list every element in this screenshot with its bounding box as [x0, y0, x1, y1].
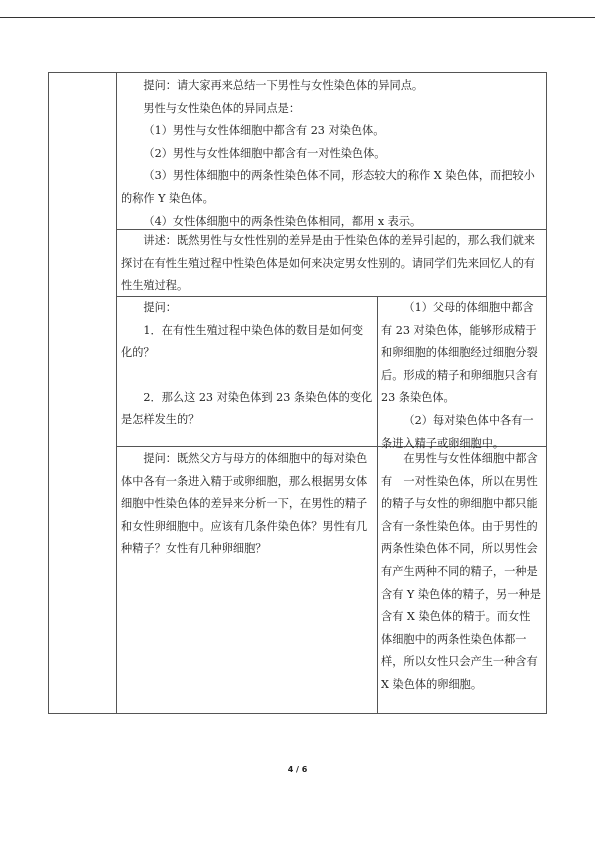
summary-point-1: （1）男性与女性体细胞中都含有 23 对染色体。	[143, 124, 385, 138]
analysis-answer-cell	[381, 448, 541, 697]
summary-point-2: （2）男性与女性体细胞中都含有一对性染色体。	[143, 146, 386, 160]
analysis-answer: 在男性与女性体细胞中都含有 一对性染色体，所以在男性的精子与女性的卵细胞中都只能含有一条性染色体。由于男性的两条性染色体不同，所以男性会有产生两种不同的精子，一种是含有 Y 染色体的精子，另一种是含有 X 染色体的精于。而女性体细胞中的两条性染色体都一样，所以女性只会产生一种含有 X 染色体的卵细胞。	[381, 452, 541, 691]
summary-cell	[121, 75, 541, 233]
left-blank-column	[49, 73, 117, 713]
column-divider	[377, 296, 378, 713]
lecture-cell	[121, 230, 541, 298]
lecture-text: 讲述：既然男性与女性性别的差异是由于性染色体的差异引起的，那么我们就来探讨在有性生殖过程中性染色体是如何来决定男女性别的。请同学们先来回忆人的有性生殖过程。	[121, 234, 535, 293]
question-2: 2．那么这 23 对染色体到 23 条染色体的变化是怎样发生的？	[121, 390, 373, 427]
analysis-question: 提问：既然父方与母方的体细胞中的每对染色体中各有一条进入精于或卵细胞，那么根据男女体细胞中性染色体的差异来分析一下，在男性的精子和女性卵细胞中。应该有几条件染色体？男性有几种精子？女性有几种卵细胞？	[121, 452, 368, 556]
summary-point-4: （4）女性体细胞中的两条性染色体相同，都用 x 表示。	[143, 214, 422, 228]
question-heading: 提问：	[143, 301, 177, 314]
page-number: 4 / 6	[287, 765, 308, 774]
summary-heading: 男性与女性染色体的异同点是：	[143, 101, 301, 115]
header-rule	[0, 17, 595, 18]
question-1: 1．在有性生殖过程中染色体的数目是如何变化的？	[121, 323, 364, 360]
answer-cell	[381, 297, 541, 455]
analysis-question-cell	[121, 448, 373, 561]
summary-question: 提问：请大家再来总结一下男性与女性染色体的异同点。	[143, 79, 424, 92]
question-cell	[121, 297, 373, 432]
answer-1: （1）父母的体细胞中都含有 23 对染色体，能够形成精于和卵细胞的体细胞经过细胞分裂后。形成的精子和卵细胞只含有 23 条染色体。	[381, 301, 538, 405]
lesson-table	[48, 72, 547, 714]
answer-2: （2）每对染色体中各有一条进入精子或卵细胞中。	[381, 413, 534, 450]
summary-point-3: （3）男性体细胞中的两条性染色体不同，形态较大的称作 X 染色体，而把较小的称作 Y 染色体。	[121, 169, 535, 205]
